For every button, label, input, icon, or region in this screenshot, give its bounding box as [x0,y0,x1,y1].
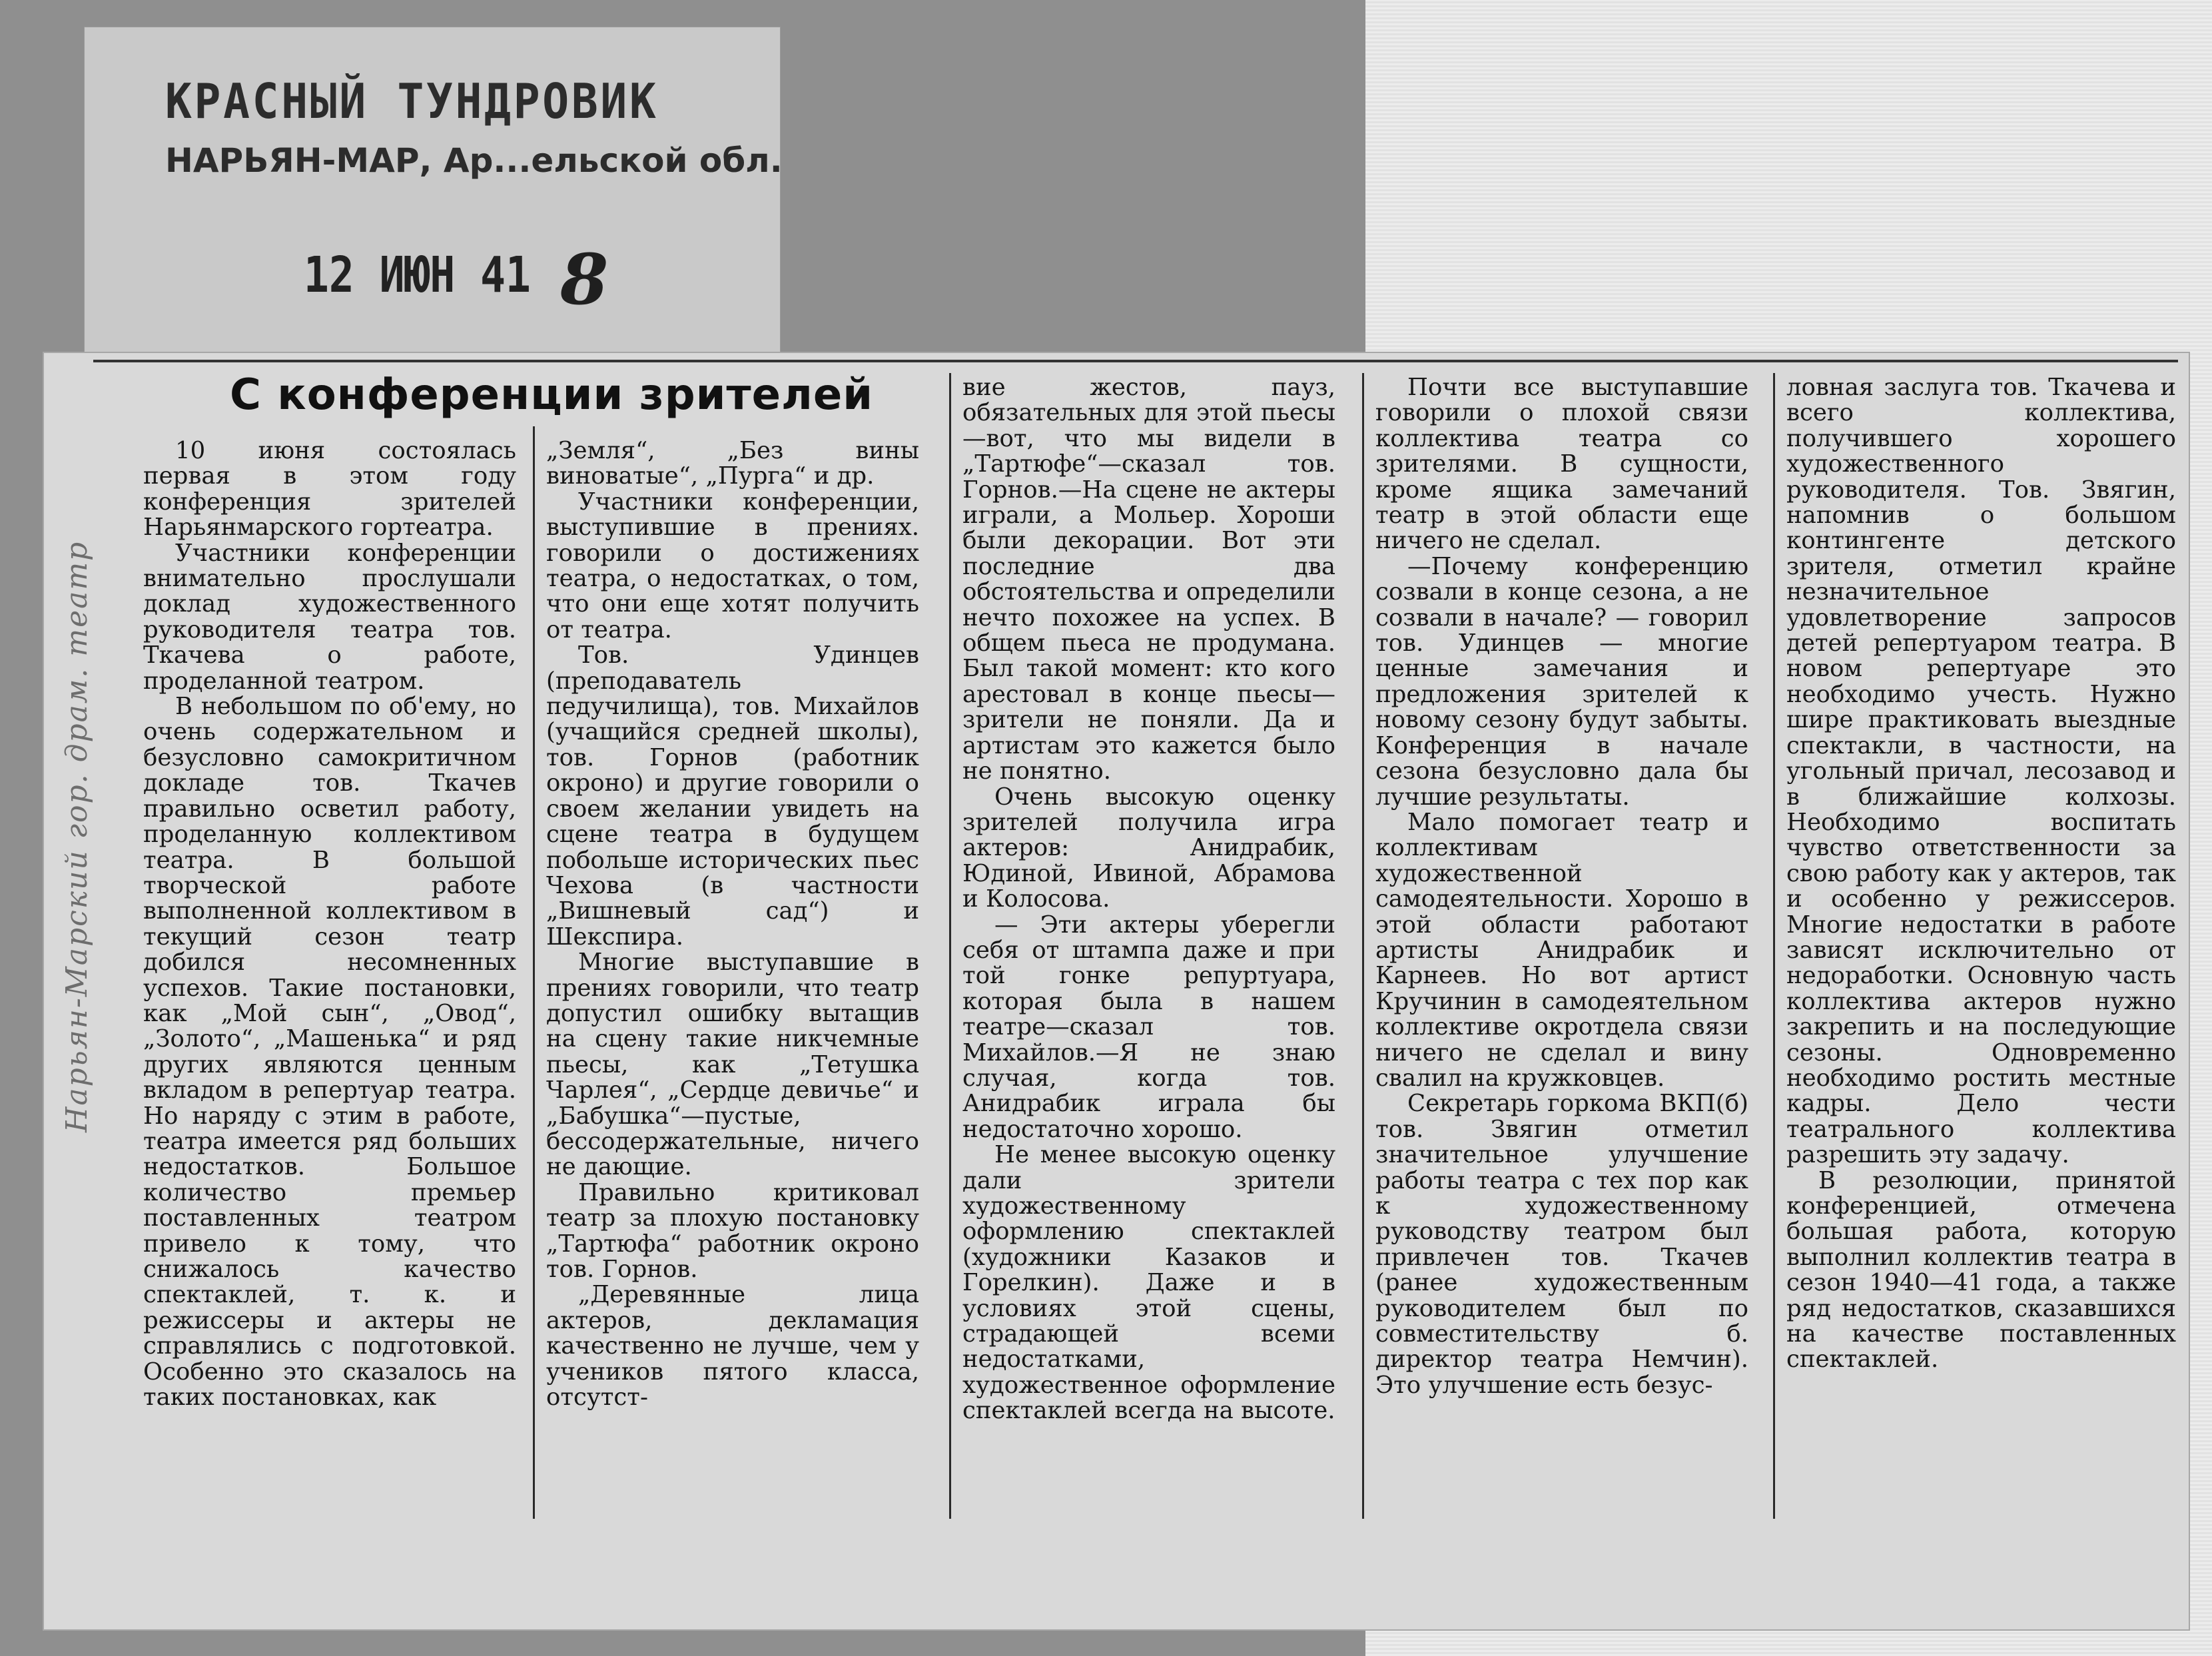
paragraph: „Деревянные лица актеров, декламация качественно не лучше, чем у учеников пятого класса, отсутст- [546,1281,919,1412]
newspaper-title: КРАСНЫЙ ТУНДРОВИК [165,73,659,129]
date-stamp: 12 ИЮН 41 [304,246,531,304]
article-headline: С конференции зрителей [230,370,874,420]
column-divider [1773,373,1775,1519]
paragraph: „Земля“, „Без вины виноватые“, „Пурга“ и др. [546,437,919,490]
paragraph: Секретарь горкома ВКП(б) тов. Звягин отметил значительное улучшение работы театра с тех пор как к художественному руководству театром был привлечен тов. Ткачев (ранее художественным руководителем был по совместительству б. директор театра Немчин). Это улучшение есть безус- [1375,1090,1748,1399]
paragraph: Не менее высокую оценку дали зрители художественному оформлению спектаклей (художники Казаков и Горелкин). Даже и в условиях этой сцены, страдающей всеми недостатками, художественное оформление спектаклей всегда на высоте. [962,1141,1335,1425]
top-rule [93,360,2178,362]
column-divider [1362,373,1364,1519]
paragraph: Правильно критиковал театр за плохую постановку „Тартюфа“ работник окроно тов. Горнов. [546,1178,919,1283]
article-column-2 [546,438,919,1410]
paragraph: В небольшом по об'ему, но очень содержательном и безусловно самокритичном докладе тов. Ткачев правильно осветил работу, проделанную коллективом театра. В большой творческой работе выполненной коллективом в текущий сезон театр добился несомненных успехов. Такие постановки, как „Мой сын“, „Овод“, „Золото“, „Машенька“ и ряд других являются ценным вкладом в репертуар театра. Но наряду с этим в работе, театра имеется ряд больших недостатков. Большое количество премьер поставленных театром привело к тому, что снижалось качество спектаклей, т. к. и режиссеры и актеры не справлялись с подготовкой. Особенно это сказалось на таких постановках, как [143,693,516,1412]
paragraph: вие жестов, пауз, обязательных для этой пьесы—вот, что мы видели в „Тартюфе“—сказал тов. Горнов.—На сцене не актеры играли, а Мольер. Хороши были декорации. Вот эти последние два обстоятельства и определили нечто похожее на успех. В общем пьеса не продумана. Был такой момент: кто кого арестовал в конце пьесы—зрители не поняли. Да и артистам это кажется было не понятно. [962,374,1335,785]
paragraph: Очень высокую оценку зрителей получила игра актеров: Анидрабик, Юдиной, Ивиной, Абрамова и Колосова. [962,783,1335,913]
paragraph: — Эти актеры уберегли себя от штампа даже и при той гонке репуртуара, которая была в нашем театре—сказал тов. Михайлов.—Я не знаю случая, когда тов. Анидрабик играла бы недостаточно хорошо. [962,911,1335,1143]
paragraph: Участники конференции, выступившие в прениях. говорили о достижениях театра, о недостатках, о том, что они еще хотят получить от театра. [546,488,919,643]
article-column-1 [143,438,516,1410]
paragraph: Мало помогает театр и коллективам художественной самодеятельности. Хорошо в этой области работают артисты Анидрабик и Карнеев. Но вот артист Кручинин в самодеятельном коллективе окротдела связи ничего не сделал и вину свалил на кружковцев. [1375,808,1748,1092]
column-divider [949,373,951,1519]
handwritten-number: 8 [560,238,609,320]
column-divider [533,426,535,1519]
article-column-4 [1375,375,1748,1398]
margin-handwritten-note: Нарьян-Марский гор. драм. театр [60,540,94,1132]
newspaper-place: НАРЬЯН-МАР, Ар...ельской обл. [165,141,783,180]
masthead-slip [84,27,781,360]
paragraph: Почти все выступавшие говорили о плохой связи коллектива театра со зрителями. В сущности, кроме ящика замечаний театр в этой области еще ничего не сделал. [1375,374,1748,555]
paragraph: Многие выступавшие в прениях говорили, что театр допустил ошибку вытащив на сцену такие никчемные пьесы, как „Тетушка Чарлея“, „Сердце девичье“ и „Бабушка“—пустые, бессодержательные, ничего не дающие. [546,949,919,1181]
paragraph: —Почему конференцию созвали в конце сезона, а не созвали в начале? — говорил тов. Удинцев — многие ценные замечания и предложения зрителей к новому сезону будут забыты. Конференция в начале сезона безусловно дала бы лучшие результаты. [1375,552,1748,811]
paragraph: 10 июня состоялась первая в этом году конференция зрителей Нарьянмарского гортеатра. [143,437,516,542]
paragraph: Тов. Удинцев (преподаватель педучилища), тов. Михайлов (учащийся средней школы), тов. Горнов (работник окроно) и другие говорили о своем желании увидеть на сцене театра в будущем побольше исторических пьес Чехова (в частности „Вишневый сад“) и Шекспира. [546,641,919,951]
paragraph: Участники конференции внимательно прослушали доклад художественного руководителя театра тов. Ткачева о работе, проделанной театром. [143,539,516,695]
paragraph: В резолюции, принятой конференцией, отмечена большая работа, которую выполнил коллектив театра в сезон 1940—41 года, а также ряд недостатков, сказавшихся на качестве поставленных спектаклей. [1786,1166,2176,1374]
article-column-3 [962,375,1335,1424]
paragraph: ловная заслуга тов. Ткачева и всего коллектива, получившего хорошего художественного руководителя. Тов. Звягин, напомнив о большом контингенте детского зрителя, отметил крайне незначительное удовлетворение запросов детей репертуаром театра. В новом репертуаре это необходимо учесть. Нужно шире практиковать выездные спектакли, в частности, на угольный причал, лесозавод и в ближайшие колхозы. Необходимо воспитать чувство ответственности за свою работу как у актеров, так и особенно у режиссеров. Многие недостатки в работе зависят исключительно от недоработки. Основную часть коллектива актеров нужно закрепить и на последующие сезоны. Одновременно необходимо ростить местные кадры. Дело чести театрального коллектива разрешить эту задачу. [1786,374,2176,1169]
article-column-5 [1786,375,2176,1373]
